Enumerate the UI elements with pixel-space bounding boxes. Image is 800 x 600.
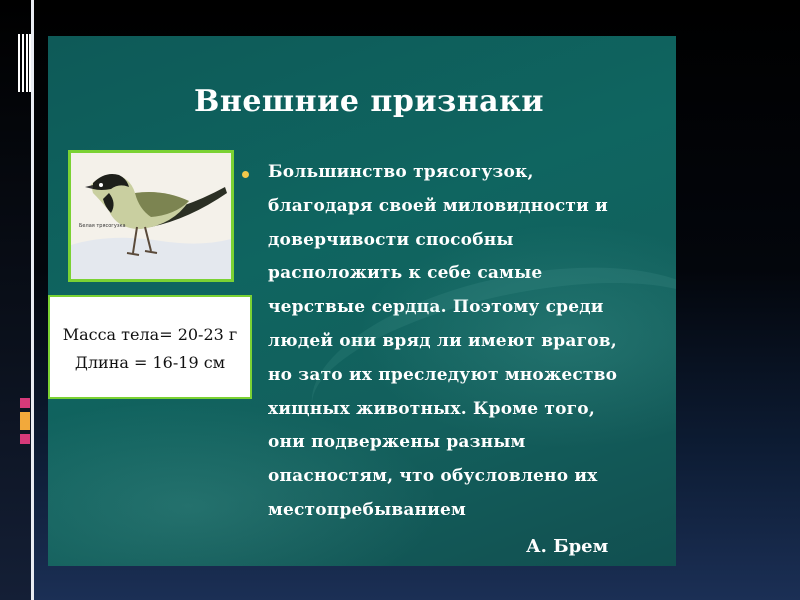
strip-edge-line	[31, 0, 34, 600]
bird-image	[68, 150, 234, 282]
stats-box	[48, 295, 252, 399]
description-line-2: благодаря своей миловидности и	[268, 196, 608, 216]
body-length-text: Длина = 16-19 см	[74, 353, 226, 372]
slide	[48, 36, 676, 566]
left-decorative-strip	[0, 0, 34, 600]
svg-text:Белая трясогузка: Белая трясогузка	[79, 223, 126, 229]
swatch-1	[20, 398, 30, 408]
wagtail-bird-illustration	[71, 153, 231, 279]
swatch-3	[20, 434, 30, 444]
slide-title: Внешние признаки	[194, 84, 545, 119]
description-line-8: хищных животных. Кроме того,	[268, 399, 595, 419]
swatch-2	[20, 412, 30, 430]
description-line-1: Большинство трясогузок,	[268, 162, 534, 182]
color-swatches	[20, 398, 30, 448]
description-line-10: опасностям, что обусловлено их	[268, 466, 598, 486]
description-line-11: местопребыванием	[268, 500, 466, 520]
author-signature: А. Брем	[526, 536, 609, 557]
bullet-icon	[242, 171, 249, 178]
description-line-6: людей они вряд ли имеют врагов,	[268, 331, 617, 351]
description-line-7: но зато их преследуют множество	[268, 365, 618, 385]
decorative-bars	[18, 34, 31, 94]
description-line-3: доверчивости способны	[268, 230, 514, 250]
description-line-9: они подвержены разным	[268, 432, 526, 452]
description-line-5: черствые сердца. Поэтому среди	[268, 297, 604, 317]
description-line-4: расположить к себе самые	[268, 263, 543, 283]
body-mass-text: Масса тела= 20-23 г	[62, 325, 238, 344]
